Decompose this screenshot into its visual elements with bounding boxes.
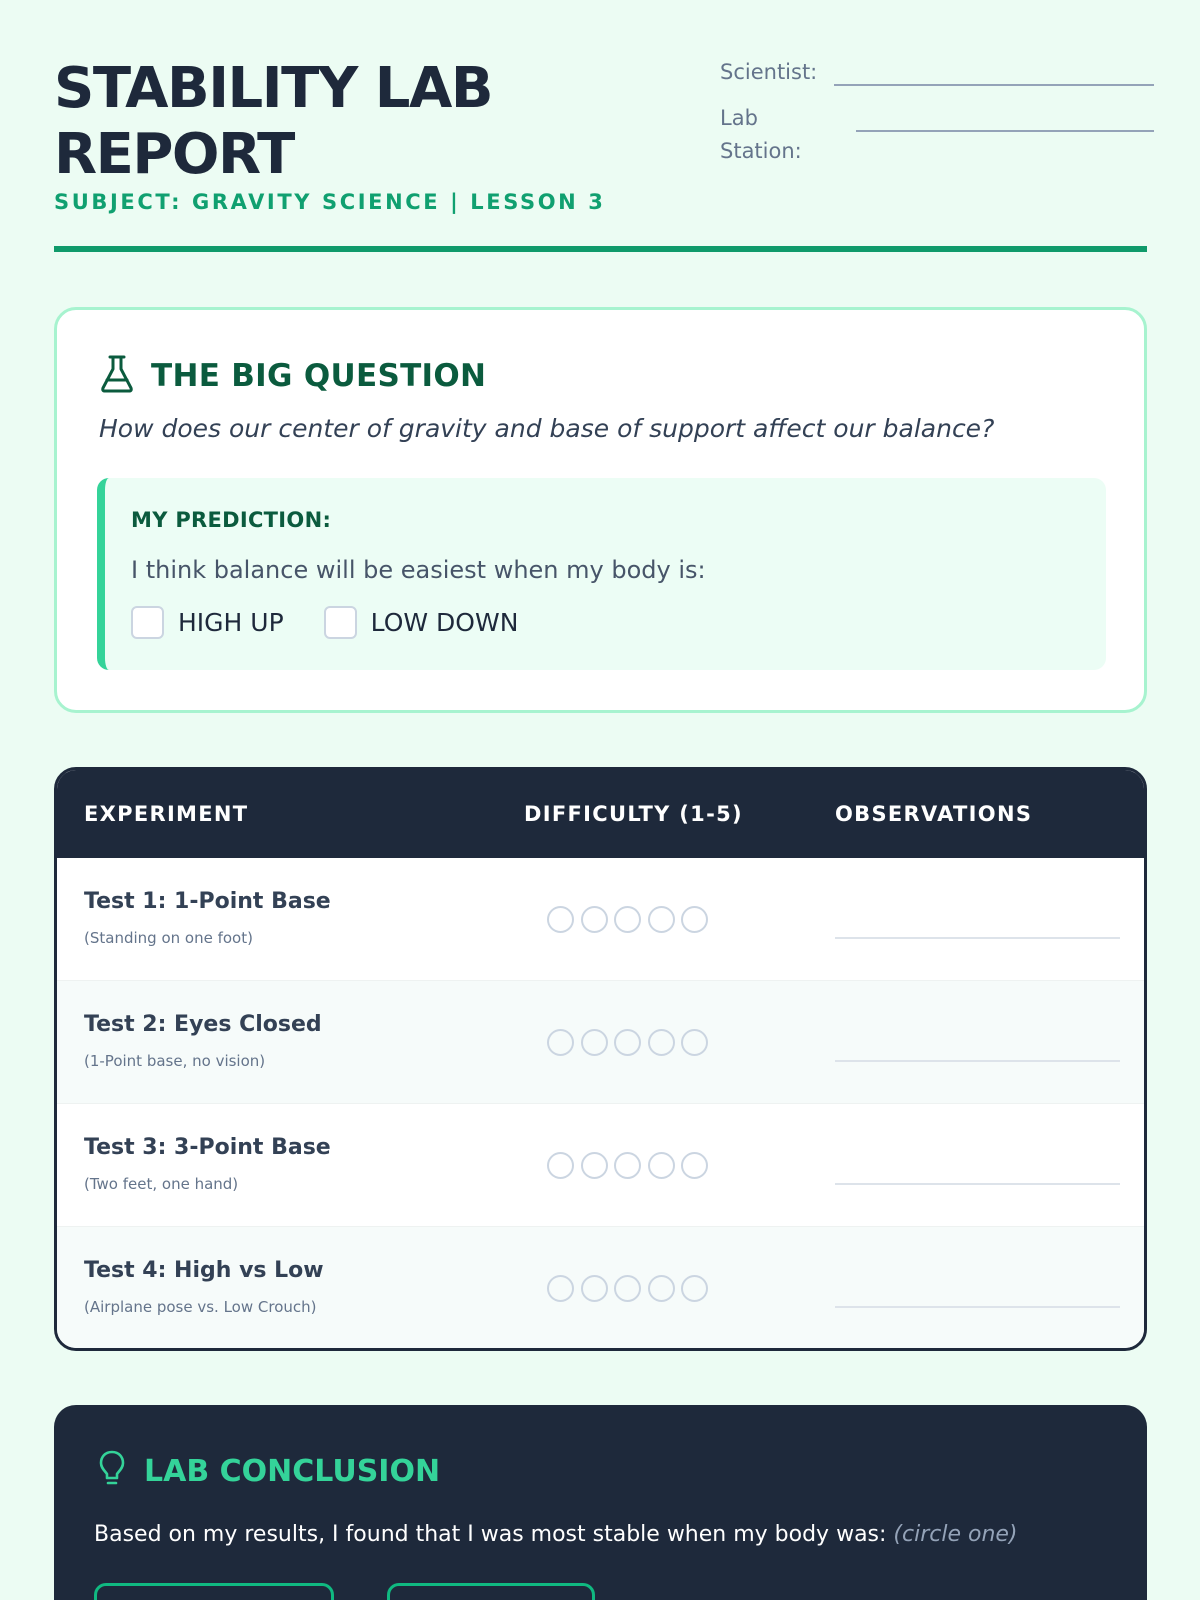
column-header-observations: OBSERVATIONS xyxy=(835,802,1033,826)
conclusion-hint: (circle one) xyxy=(893,1522,1018,1547)
test-name: Test 2: Eyes Closed xyxy=(84,1012,322,1037)
rating-circle[interactable] xyxy=(648,906,675,933)
big-question-heading xyxy=(99,354,486,398)
option-high-up[interactable] xyxy=(131,606,284,639)
rating-circle[interactable] xyxy=(648,1275,675,1302)
difficulty-rating xyxy=(547,1275,715,1302)
rating-circle[interactable] xyxy=(581,906,608,933)
option-low-down[interactable] xyxy=(324,606,519,639)
table-row xyxy=(57,858,1144,981)
page-subtitle: SUBJECT: GRAVITY SCIENCE | LESSON 3 xyxy=(54,190,606,214)
rating-circle[interactable] xyxy=(614,1029,641,1056)
big-question-card xyxy=(54,307,1147,713)
observation-line[interactable] xyxy=(835,1306,1120,1308)
table-header xyxy=(57,770,1144,858)
table-row xyxy=(57,981,1144,1104)
rating-circle[interactable] xyxy=(681,1152,708,1179)
rating-circle[interactable] xyxy=(581,1275,608,1302)
table-row xyxy=(57,1227,1144,1350)
rating-circle[interactable] xyxy=(681,1029,708,1056)
prediction-options xyxy=(131,606,558,639)
conclusion-text xyxy=(94,1522,1018,1547)
difficulty-rating xyxy=(547,906,715,933)
station-label: Lab Station: xyxy=(720,106,802,163)
test-description: (1-Point base, no vision) xyxy=(84,1052,266,1070)
rating-circle[interactable] xyxy=(614,1152,641,1179)
prediction-label: MY PREDICTION: xyxy=(131,508,332,532)
flask-icon xyxy=(99,354,151,398)
conclusion-choice-box[interactable] xyxy=(94,1583,334,1600)
test-description: (Airplane pose vs. Low Crouch) xyxy=(84,1298,317,1316)
rating-circle[interactable] xyxy=(681,1275,708,1302)
header-divider xyxy=(54,246,1147,252)
page-title: STABILITY LAB REPORT xyxy=(54,56,493,187)
observation-line[interactable] xyxy=(835,937,1120,939)
station-line[interactable] xyxy=(856,102,1154,132)
observation-line[interactable] xyxy=(835,1183,1120,1185)
difficulty-rating xyxy=(547,1029,715,1056)
difficulty-rating xyxy=(547,1152,715,1179)
lightbulb-icon xyxy=(98,1449,144,1493)
big-question-title: THE BIG QUESTION xyxy=(151,358,487,394)
conclusion-choice-box[interactable] xyxy=(387,1583,595,1600)
station-field xyxy=(720,102,1154,168)
experiment-table xyxy=(54,767,1147,1351)
test-name: Test 1: 1-Point Base xyxy=(84,889,331,914)
test-name: Test 4: High vs Low xyxy=(84,1258,324,1283)
column-header-experiment: EXPERIMENT xyxy=(84,802,249,826)
test-name: Test 3: 3-Point Base xyxy=(84,1135,331,1160)
scientist-line[interactable] xyxy=(834,56,1154,86)
conclusion-statement: Based on my results, I found that I was most stable when my body was: xyxy=(94,1522,887,1547)
rating-circle[interactable] xyxy=(581,1152,608,1179)
high-up-checkbox[interactable] xyxy=(131,606,164,639)
rating-circle[interactable] xyxy=(581,1029,608,1056)
conclusion-title: LAB CONCLUSION xyxy=(144,1453,441,1489)
low-down-checkbox[interactable] xyxy=(324,606,357,639)
big-question-text: How does our center of gravity and base of support affect our balance? xyxy=(99,414,995,443)
prediction-text: I think balance will be easiest when my body is: xyxy=(131,556,706,584)
rating-circle[interactable] xyxy=(648,1029,675,1056)
rating-circle[interactable] xyxy=(547,1275,574,1302)
scientist-field xyxy=(720,56,1154,89)
rating-circle[interactable] xyxy=(648,1152,675,1179)
rating-circle[interactable] xyxy=(681,906,708,933)
prediction-box xyxy=(97,478,1106,670)
rating-circle[interactable] xyxy=(614,1275,641,1302)
observation-line[interactable] xyxy=(835,1060,1120,1062)
rating-circle[interactable] xyxy=(614,906,641,933)
rating-circle[interactable] xyxy=(547,1152,574,1179)
rating-circle[interactable] xyxy=(547,1029,574,1056)
test-description: (Two feet, one hand) xyxy=(84,1175,239,1193)
lab-conclusion-card xyxy=(54,1405,1147,1600)
table-row xyxy=(57,1104,1144,1227)
report-header xyxy=(54,56,1147,254)
test-description: (Standing on one foot) xyxy=(84,929,253,947)
scientist-label: Scientist: xyxy=(720,60,818,84)
conclusion-heading xyxy=(98,1449,440,1493)
column-header-difficulty: DIFFICULTY (1-5) xyxy=(524,802,743,826)
high-up-label: HIGH UP xyxy=(178,608,284,637)
rating-circle[interactable] xyxy=(547,906,574,933)
low-down-label: LOW DOWN xyxy=(370,608,519,637)
